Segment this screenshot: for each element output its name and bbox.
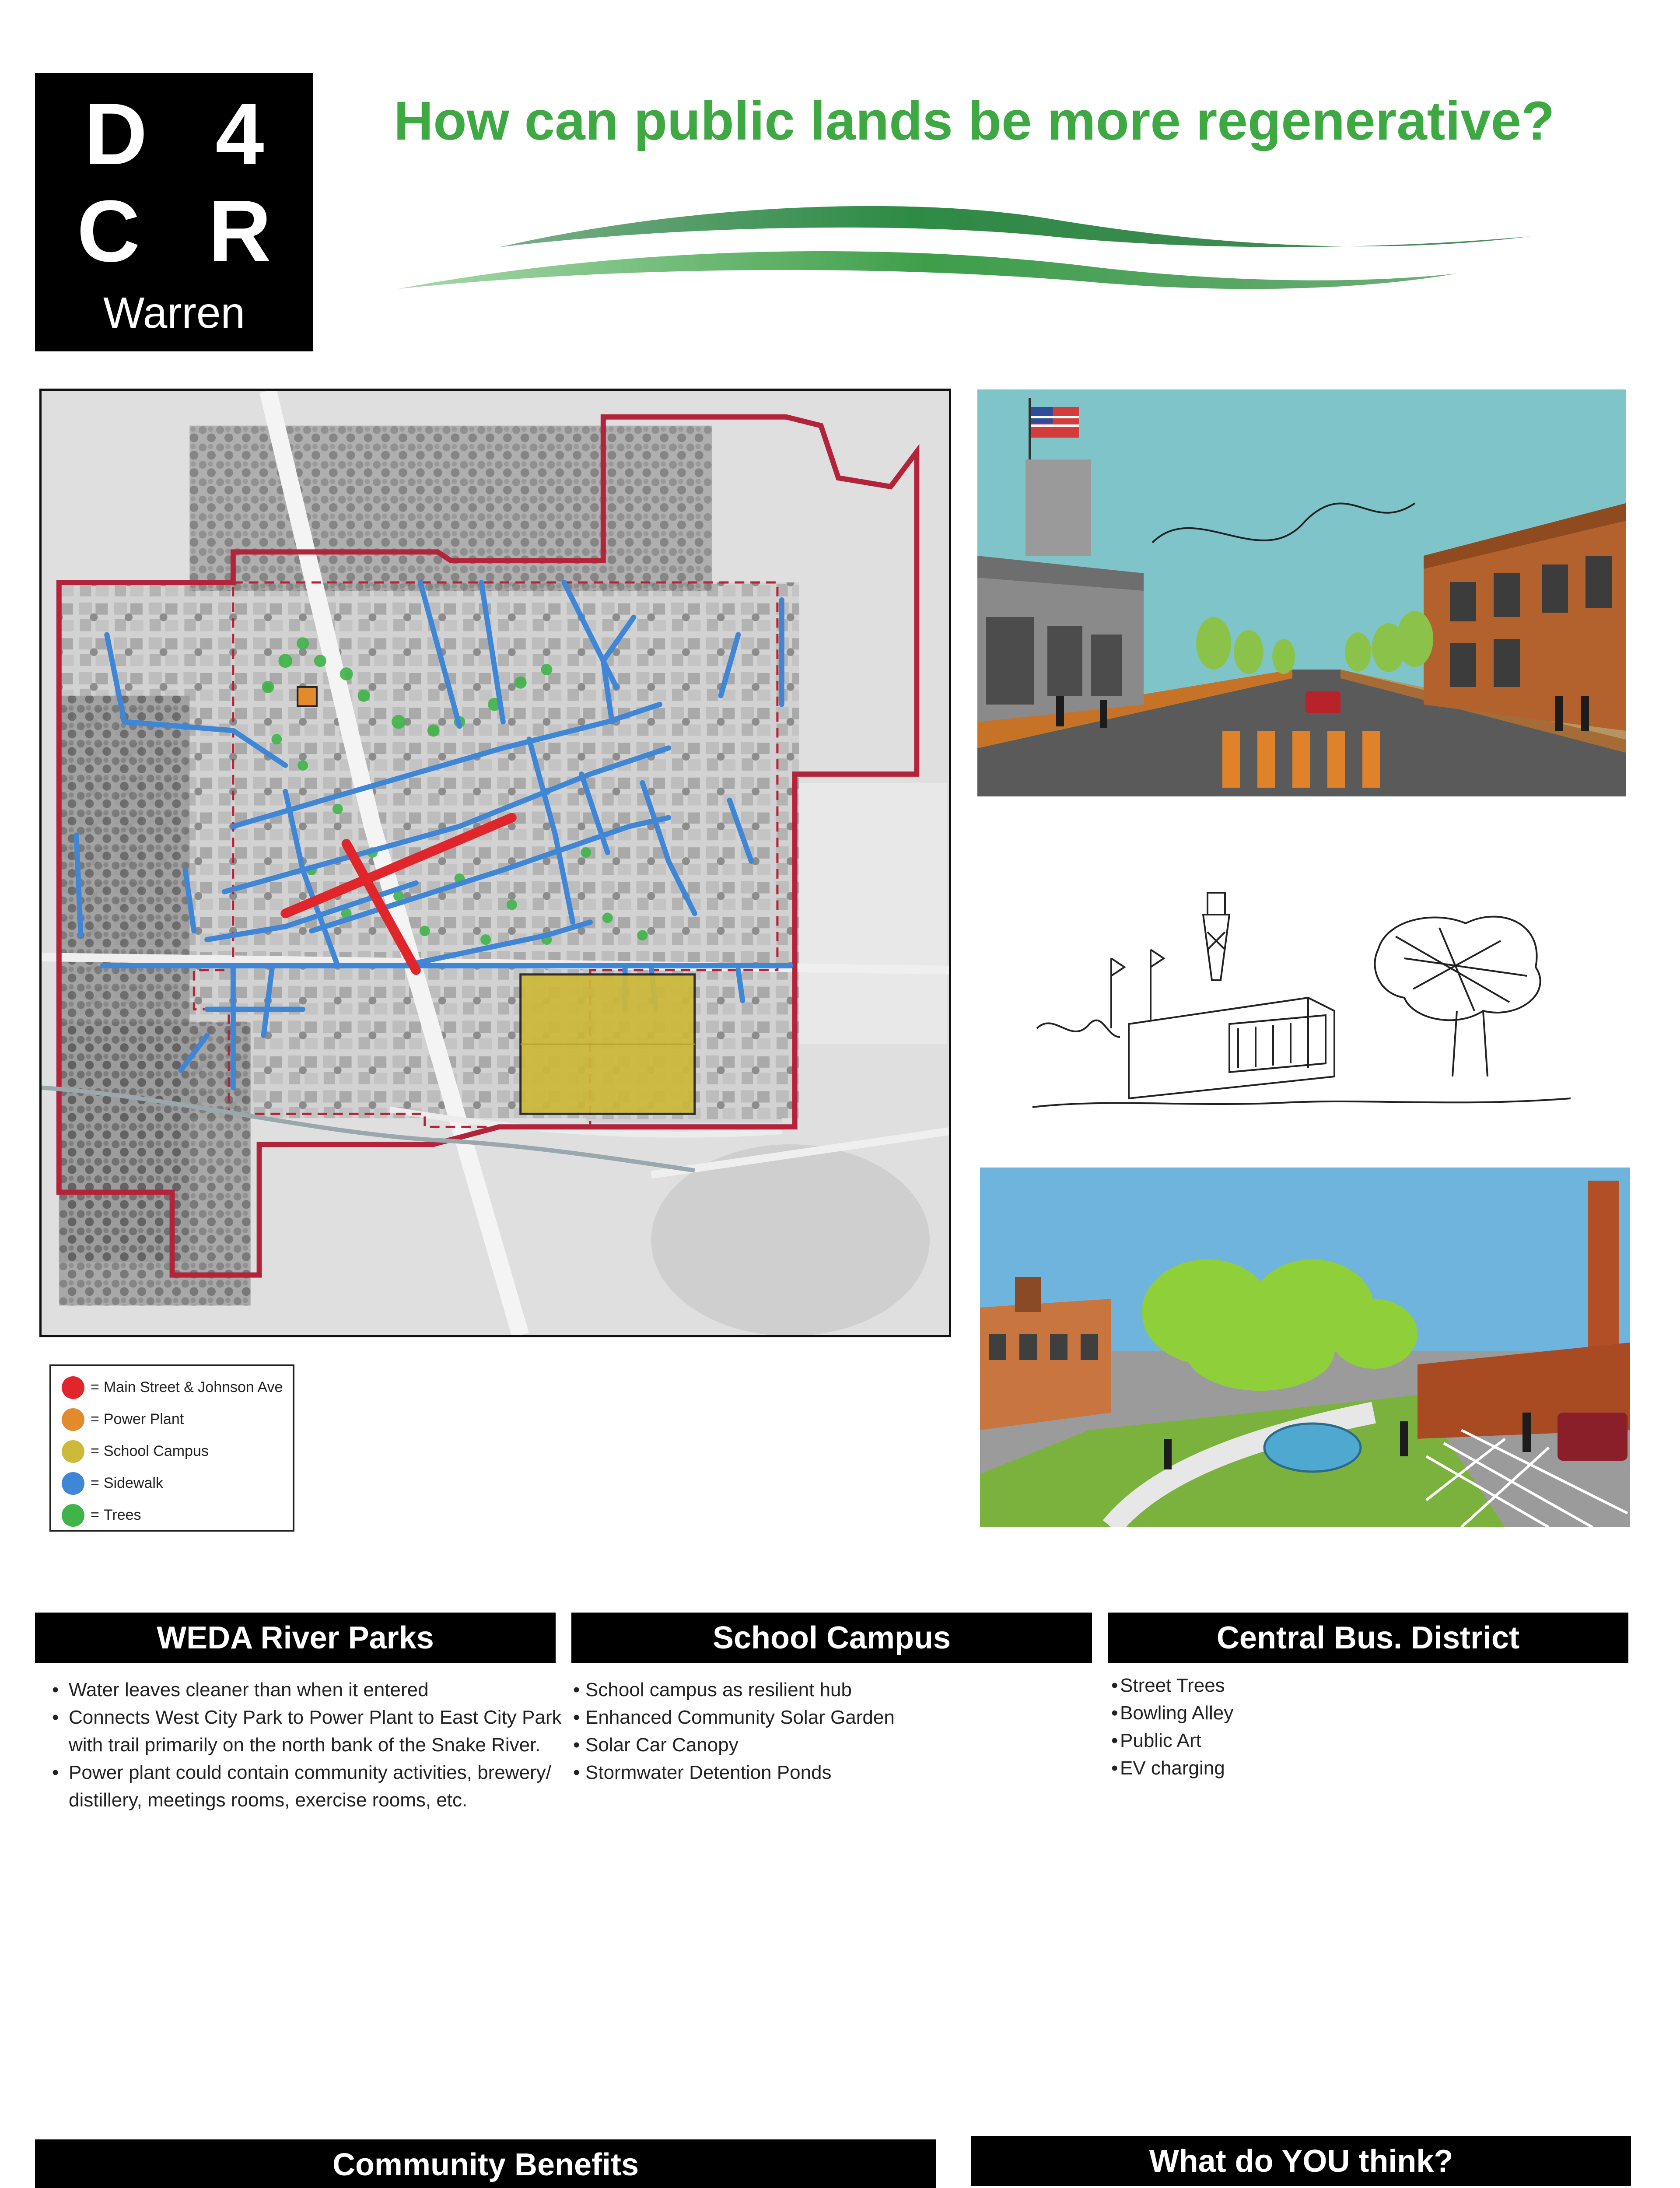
green-swoosh-decoration: [394, 193, 1549, 298]
school-campus-list: [573, 1676, 1085, 1786]
green-dot-icon: [62, 1504, 84, 1527]
what-do-you-think-header: What do YOU think?: [971, 2136, 1631, 2186]
logo-line-1: D 4: [84, 85, 286, 183]
legend-label: Trees: [103, 1507, 141, 1523]
list-item: • Power plant could contain community activities, brewery/ distillery, meetings rooms, exercise rooms, etc.: [50, 1759, 562, 1814]
list-item: • Bowling Alley: [1111, 1699, 1623, 1727]
list-item: • EV charging: [1111, 1754, 1623, 1782]
central-bus-district-list: [1111, 1672, 1623, 1782]
blue-dot-icon: [62, 1472, 84, 1495]
weda-river-parks-list: [50, 1676, 562, 1814]
orange-dot-icon: [62, 1408, 84, 1431]
town-map: [39, 389, 951, 1337]
legend-label: Power Plant: [103, 1411, 184, 1427]
central-bus-district-header: Central Bus. District: [1108, 1613, 1628, 1663]
d4cr-logo: [35, 73, 313, 351]
legend-label: Main Street & Johnson Ave: [103, 1379, 283, 1396]
map-legend: [49, 1364, 294, 1532]
page-title: How can public lands be more regenerative?: [394, 91, 1555, 151]
list-item: • Street Trees: [1111, 1672, 1623, 1699]
yellow-dot-icon: [62, 1440, 84, 1463]
logo-line-2: C R: [77, 182, 294, 280]
red-dot-icon: [62, 1376, 84, 1399]
legend-equals: =: [91, 1507, 99, 1523]
legend-item-main-street: [62, 1371, 282, 1403]
weda-river-parks-header: WEDA River Parks: [35, 1613, 556, 1663]
legend-label: Sidewalk: [103, 1475, 163, 1491]
list-item: • Public Art: [1111, 1727, 1623, 1754]
legend-item-trees: [62, 1499, 282, 1531]
list-item: • Water leaves cleaner than when it entered: [50, 1676, 562, 1704]
legend-equals: =: [91, 1475, 99, 1491]
legend-item-power-plant: [62, 1403, 282, 1435]
community-benefits-header: Community Benefits: [35, 2139, 936, 2188]
legend-equals: =: [91, 1443, 99, 1459]
list-item: • Solar Car Canopy: [573, 1731, 1085, 1759]
school-campus-header: School Campus: [571, 1613, 1092, 1663]
legend-equals: =: [91, 1379, 99, 1396]
logo-city: Warren: [103, 288, 245, 337]
legend-item-school-campus: [62, 1435, 282, 1467]
street-scene-sketch: [977, 389, 1626, 796]
list-item: • Stormwater Detention Ponds: [573, 1759, 1085, 1786]
list-item: • School campus as resilient hub: [573, 1676, 1085, 1704]
power-plant-line-sketch: [1019, 880, 1584, 1142]
legend-equals: =: [91, 1411, 99, 1427]
legend-label: School Campus: [103, 1443, 209, 1459]
legend-item-sidewalk: [62, 1467, 282, 1499]
list-item: • Enhanced Community Solar Garden: [573, 1704, 1085, 1731]
school-campus-sketch: [980, 1168, 1630, 1527]
list-item: • Connects West City Park to Power Plant to East City Park with trail primarily on the north bank of the Snake River.: [50, 1704, 562, 1759]
